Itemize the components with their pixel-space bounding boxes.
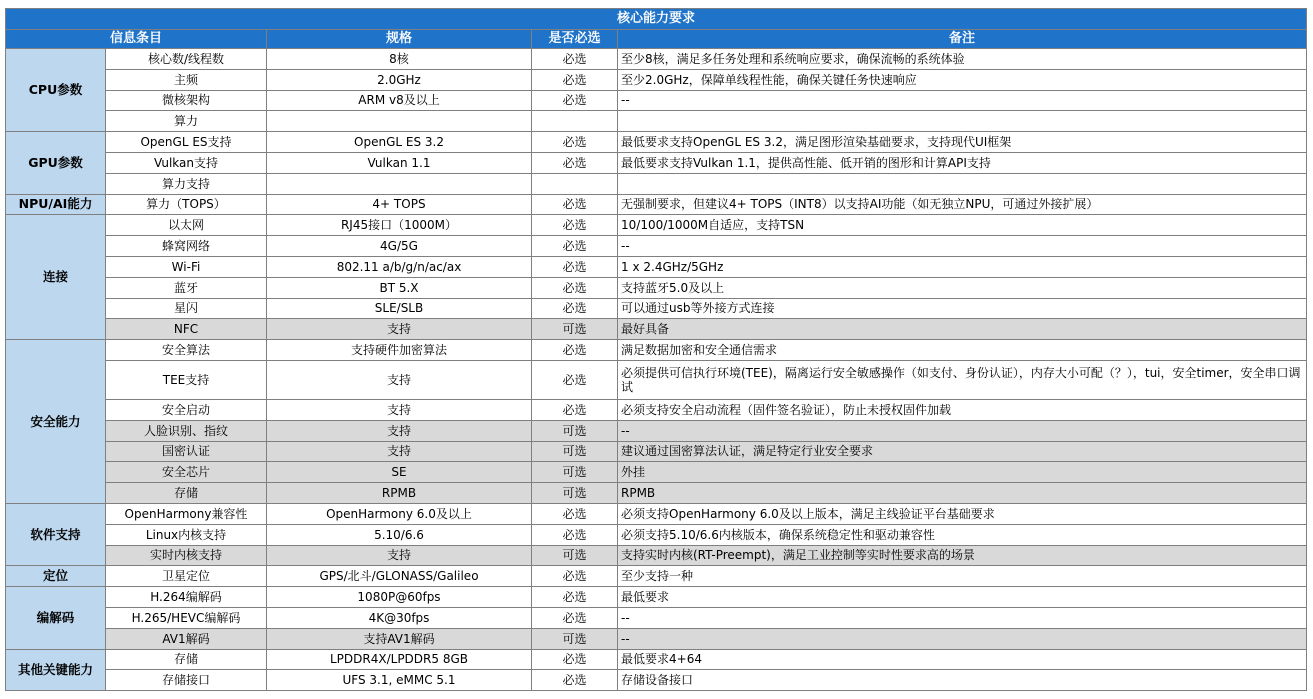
item-cell: OpenHarmony兼容性 [106,503,267,524]
table-row [6,524,1307,545]
note-cell: 10/100/1000M自适应，支持TSN [618,215,1307,236]
item-cell: 核心数/线程数 [106,49,267,70]
note-cell: -- [618,236,1307,257]
item-cell: 实时内核支持 [106,545,267,566]
table-row [6,319,1307,340]
spec-cell: 支持 [267,420,532,441]
header-note: 备注 [618,30,1307,49]
table-title: 核心能力要求 [6,9,1307,30]
item-cell: 存储 [106,483,267,504]
note-cell: 必须提供可信执行环境(TEE)，隔离运行安全敏感操作（如支付、身份认证），内存大小可配（？），tui，安全timer，安全串口调试 [618,360,1307,399]
spec-cell: 支持 [267,545,532,566]
table-row [6,399,1307,420]
item-cell: 安全算法 [106,340,267,361]
table-row [6,420,1307,441]
required-cell: 必选 [532,587,618,608]
note-cell: 支持蓝牙5.0及以上 [618,277,1307,298]
note-cell: -- [618,90,1307,111]
spec-cell: 4G/5G [267,236,532,257]
note-cell: 可以通过usb等外接方式连接 [618,298,1307,319]
spec-cell: 支持 [267,319,532,340]
required-cell: 必选 [532,649,618,670]
note-cell: 外挂 [618,462,1307,483]
required-cell [532,173,618,194]
item-cell: 蓝牙 [106,277,267,298]
item-cell: 存储 [106,649,267,670]
item-cell: 安全芯片 [106,462,267,483]
spec-cell: OpenHarmony 6.0及以上 [267,503,532,524]
spec-cell: 支持 [267,399,532,420]
table-row [6,215,1307,236]
note-cell: 至少2.0GHz，保障单线程性能，确保关键任务快速响应 [618,69,1307,90]
note-cell: 满足数据加密和安全通信需求 [618,340,1307,361]
spec-cell: SLE/SLB [267,298,532,319]
note-cell: -- [618,607,1307,628]
table-row [6,441,1307,462]
note-cell: 无强制要求，但建议4+ TOPS（INT8）以支持AI功能（如无独立NPU，可通过外接扩展） [618,194,1307,215]
table-row [6,607,1307,628]
note-cell: 必须支持OpenHarmony 6.0及以上版本，满足主线验证平台基础要求 [618,503,1307,524]
table-row [6,483,1307,504]
item-cell: 安全启动 [106,399,267,420]
header-spec: 规格 [267,30,532,49]
required-cell: 必选 [532,298,618,319]
required-cell: 可选 [532,628,618,649]
category-cell: 安全能力 [6,340,106,504]
required-cell: 必选 [532,132,618,153]
note-cell [618,173,1307,194]
table-row [6,670,1307,691]
item-cell: OpenGL ES支持 [106,132,267,153]
note-cell: 最低要求 [618,587,1307,608]
spec-cell: 支持 [267,360,532,399]
spec-cell: 4K@30fps [267,607,532,628]
spec-cell: 4+ TOPS [267,194,532,215]
spec-cell: 802.11 a/b/g/n/ac/ax [267,256,532,277]
header-row [6,30,1307,49]
required-cell: 必选 [532,236,618,257]
item-cell: 算力支持 [106,173,267,194]
note-cell: 至少支持一种 [618,566,1307,587]
note-cell: 建议通过国密算法认证，满足特定行业安全要求 [618,441,1307,462]
header-required: 是否必选 [532,30,618,49]
table-row [6,132,1307,153]
item-cell: 算力 [106,111,267,132]
item-cell: AV1解码 [106,628,267,649]
required-cell: 必选 [532,503,618,524]
item-cell: 国密认证 [106,441,267,462]
item-cell: H.265/HEVC编解码 [106,607,267,628]
spec-cell: 支持AV1解码 [267,628,532,649]
spec-cell: GPS/北斗/GLONASS/Galileo [267,566,532,587]
table-row [6,545,1307,566]
requirements-table [5,8,1307,691]
required-cell: 可选 [532,545,618,566]
item-cell: NFC [106,319,267,340]
category-cell: 连接 [6,215,106,340]
required-cell: 必选 [532,194,618,215]
item-cell: Wi-Fi [106,256,267,277]
required-cell: 必选 [532,670,618,691]
item-cell: 蜂窝网络 [106,236,267,257]
spec-cell: 8核 [267,49,532,70]
item-cell: Linux内核支持 [106,524,267,545]
required-cell [532,111,618,132]
spec-cell [267,111,532,132]
item-cell: 微核架构 [106,90,267,111]
note-cell: 必须支持5.10/6.6内核版本，确保系统稳定性和驱动兼容性 [618,524,1307,545]
table-row [6,111,1307,132]
required-cell: 可选 [532,319,618,340]
note-cell: 最低要求支持Vulkan 1.1，提供高性能、低开销的图形和计算API支持 [618,152,1307,173]
table-body [6,49,1307,691]
note-cell: 存储设备接口 [618,670,1307,691]
table-row [6,173,1307,194]
table-row [6,340,1307,361]
required-cell: 必选 [532,215,618,236]
note-cell: 1 x 2.4GHz/5GHz [618,256,1307,277]
item-cell: 主频 [106,69,267,90]
required-cell: 必选 [532,152,618,173]
spec-cell: RPMB [267,483,532,504]
spec-cell: LPDDR4X/LPDDR5 8GB [267,649,532,670]
table-row [6,503,1307,524]
table-row [6,360,1307,399]
required-cell: 可选 [532,420,618,441]
table-row [6,277,1307,298]
spec-cell: 1080P@60fps [267,587,532,608]
note-cell: -- [618,628,1307,649]
spec-cell: BT 5.X [267,277,532,298]
spec-cell: OpenGL ES 3.2 [267,132,532,153]
note-cell: 最低要求支持OpenGL ES 3.2，满足图形渲染基础要求，支持现代UI框架 [618,132,1307,153]
spec-cell [267,173,532,194]
note-cell: 必须支持安全启动流程（固件签名验证），防止未授权固件加载 [618,399,1307,420]
table-row [6,152,1307,173]
item-cell: 以太网 [106,215,267,236]
note-cell [618,111,1307,132]
required-cell: 必选 [532,90,618,111]
spec-cell: Vulkan 1.1 [267,152,532,173]
item-cell: 星闪 [106,298,267,319]
item-cell: 人脸识别、指纹 [106,420,267,441]
category-cell: GPU参数 [6,132,106,194]
category-cell: 软件支持 [6,503,106,565]
spec-cell: UFS 3.1, eMMC 5.1 [267,670,532,691]
table-row [6,256,1307,277]
header-item: 信息条目 [6,30,267,49]
item-cell: 存储接口 [106,670,267,691]
spec-cell: SE [267,462,532,483]
spec-cell: 支持硬件加密算法 [267,340,532,361]
required-cell: 可选 [532,483,618,504]
table-row [6,236,1307,257]
note-cell: -- [618,420,1307,441]
required-cell: 必选 [532,277,618,298]
spec-cell: 2.0GHz [267,69,532,90]
item-cell: 卫星定位 [106,566,267,587]
required-cell: 必选 [532,524,618,545]
table-row [6,628,1307,649]
table-row [6,90,1307,111]
required-cell: 可选 [532,462,618,483]
table-row [6,69,1307,90]
spec-cell: 支持 [267,441,532,462]
required-cell: 必选 [532,340,618,361]
required-cell: 必选 [532,566,618,587]
category-cell: 定位 [6,566,106,587]
required-cell: 必选 [532,399,618,420]
item-cell: Vulkan支持 [106,152,267,173]
table-row [6,194,1307,215]
item-cell: 算力（TOPS） [106,194,267,215]
spec-cell: ARM v8及以上 [267,90,532,111]
table-row [6,49,1307,70]
category-cell: CPU参数 [6,49,106,132]
required-cell: 必选 [532,607,618,628]
required-cell: 必选 [532,69,618,90]
note-cell: 最低要求4+64 [618,649,1307,670]
category-cell: 其他关键能力 [6,649,106,691]
category-cell: 编解码 [6,587,106,649]
note-cell: 至少8核，满足多任务处理和系统响应要求，确保流畅的系统体验 [618,49,1307,70]
table-row [6,298,1307,319]
required-cell: 必选 [532,360,618,399]
required-cell: 必选 [532,49,618,70]
table-row [6,649,1307,670]
table-row [6,566,1307,587]
item-cell: H.264编解码 [106,587,267,608]
item-cell: TEE支持 [106,360,267,399]
category-cell: NPU/AI能力 [6,194,106,215]
spec-cell: 5.10/6.6 [267,524,532,545]
spec-cell: RJ45接口（1000M） [267,215,532,236]
table-row [6,462,1307,483]
note-cell: 最好具备 [618,319,1307,340]
required-cell: 必选 [532,256,618,277]
note-cell: RPMB [618,483,1307,504]
required-cell: 可选 [532,441,618,462]
note-cell: 支持实时内核(RT-Preempt)，满足工业控制等实时性要求高的场景 [618,545,1307,566]
table-row [6,587,1307,608]
